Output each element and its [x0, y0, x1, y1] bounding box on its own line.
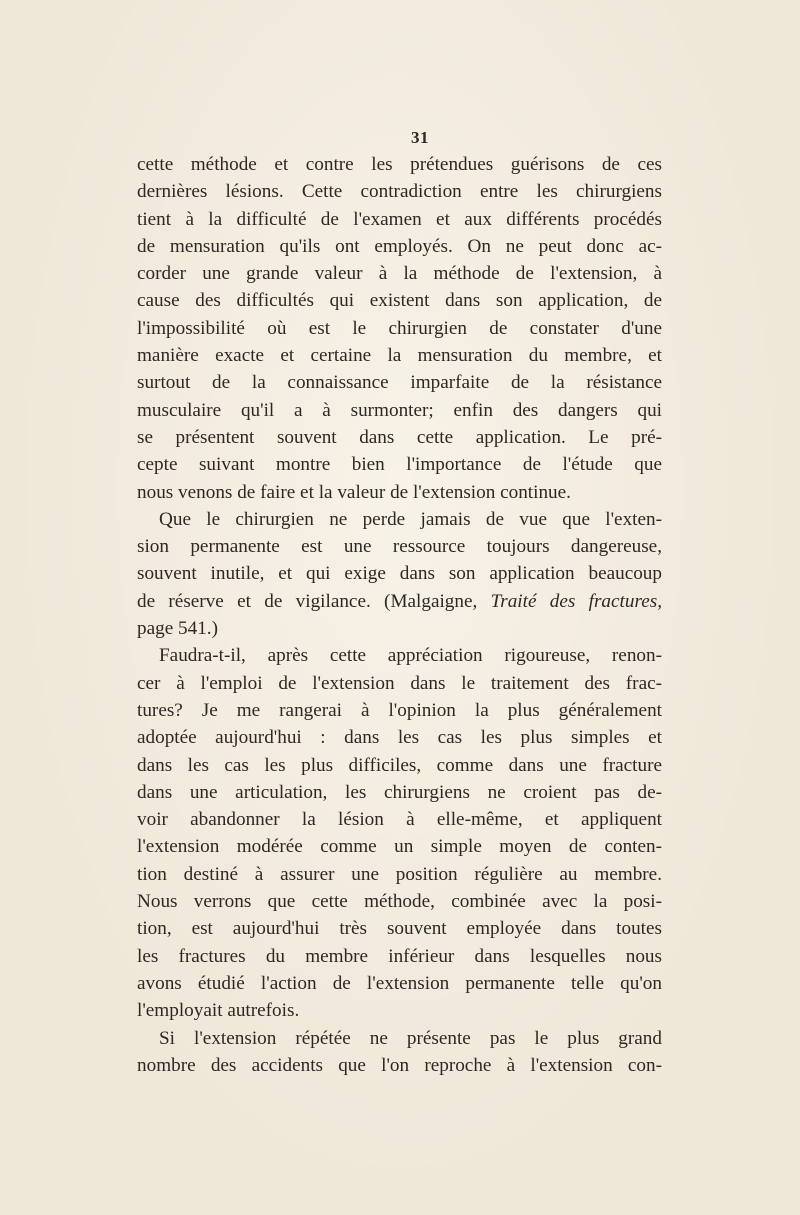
citation-page: page 541.) [137, 618, 218, 640]
citation-line [137, 588, 662, 615]
text-line: musculaire qu'il a à surmonter; enfin des dangers qui [137, 399, 662, 421]
text-line: se présentent souvent dans cette application. Le pré- [137, 426, 662, 448]
text-line: cepte suivant montre bien l'importance de l'étude que [137, 454, 662, 476]
body-text [137, 151, 662, 1079]
paragraph-line: l'extension modérée comme un simple moyen de conten- [137, 836, 662, 858]
paragraph-line: tion, est aujourd'hui très souvent employée dans toutes [137, 918, 662, 940]
citation-title: Traité des fractures, [490, 590, 662, 612]
paragraph-line: les fractures du membre inférieur dans lesquelles nous [137, 945, 662, 967]
quote-line: Que le chirurgien ne perde jamais de vue que l'exten- [159, 508, 662, 530]
text-line: manière exacte et certaine la mensuration du membre, et [137, 345, 662, 367]
text-line: de mensuration qu'ils ont employés. On ne peut donc ac- [137, 235, 662, 257]
paragraph-line: tures? Je me rangerai à l'opinion la plus généralement [137, 699, 662, 721]
text-line: cause des difficultés qui existent dans son application, de [137, 290, 662, 312]
paragraph-line: dans les cas les plus difficiles, comme dans une fracture [137, 754, 662, 776]
paragraph-line: nombre des accidents que l'on reproche à l'extension con- [137, 1054, 662, 1076]
paragraph-line: Si l'extension répétée ne présente pas le plus grand [159, 1027, 662, 1049]
quote-line: sion permanente est une ressource toujours dangereuse, [137, 536, 662, 558]
paragraph-line: cer à l'emploi de l'extension dans le traitement des frac- [137, 672, 662, 694]
text-line: corder une grande valeur à la méthode de l'extension, à [137, 263, 662, 285]
text-line: nous venons de faire et la valeur de l'extension continue. [137, 481, 571, 503]
paragraph-line: l'employait autrefois. [137, 1000, 300, 1022]
paragraph-line: Faudra-t-il, après cette appréciation rigoureuse, renon- [159, 645, 662, 667]
citation-prefix: de réserve et de vigilance. (Malgaigne, [137, 590, 491, 612]
paragraph-line: Nous verrons que cette méthode, combinée avec la posi- [137, 891, 662, 913]
paragraph-line: voir abandonner la lésion à elle-même, et appliquent [137, 809, 662, 831]
text-line: dernières lésions. Cette contradiction entre les chirurgiens [137, 181, 662, 203]
page-number: 31 [411, 128, 429, 147]
paragraph-line: dans une articulation, les chirurgiens ne croient pas de- [137, 781, 662, 803]
paragraph-line: avons étudié l'action de l'extension permanente telle qu'on [137, 972, 662, 994]
quote-line: souvent inutile, et qui exige dans son application beaucoup [137, 563, 662, 585]
text-line: l'impossibilité où est le chirurgien de constater d'une [137, 317, 662, 339]
paragraph-line: adoptée aujourd'hui : dans les cas les plus simples et [137, 727, 662, 749]
paragraph-line: tion destiné à assurer une position régulière au membre. [137, 863, 662, 885]
text-line: surtout de la connaissance imparfaite de la résistance [137, 372, 662, 394]
text-line: cette méthode et contre les prétendues guérisons de ces [137, 154, 662, 175]
text-line: tient à la difficulté de l'examen et aux différents procédés [137, 208, 662, 230]
